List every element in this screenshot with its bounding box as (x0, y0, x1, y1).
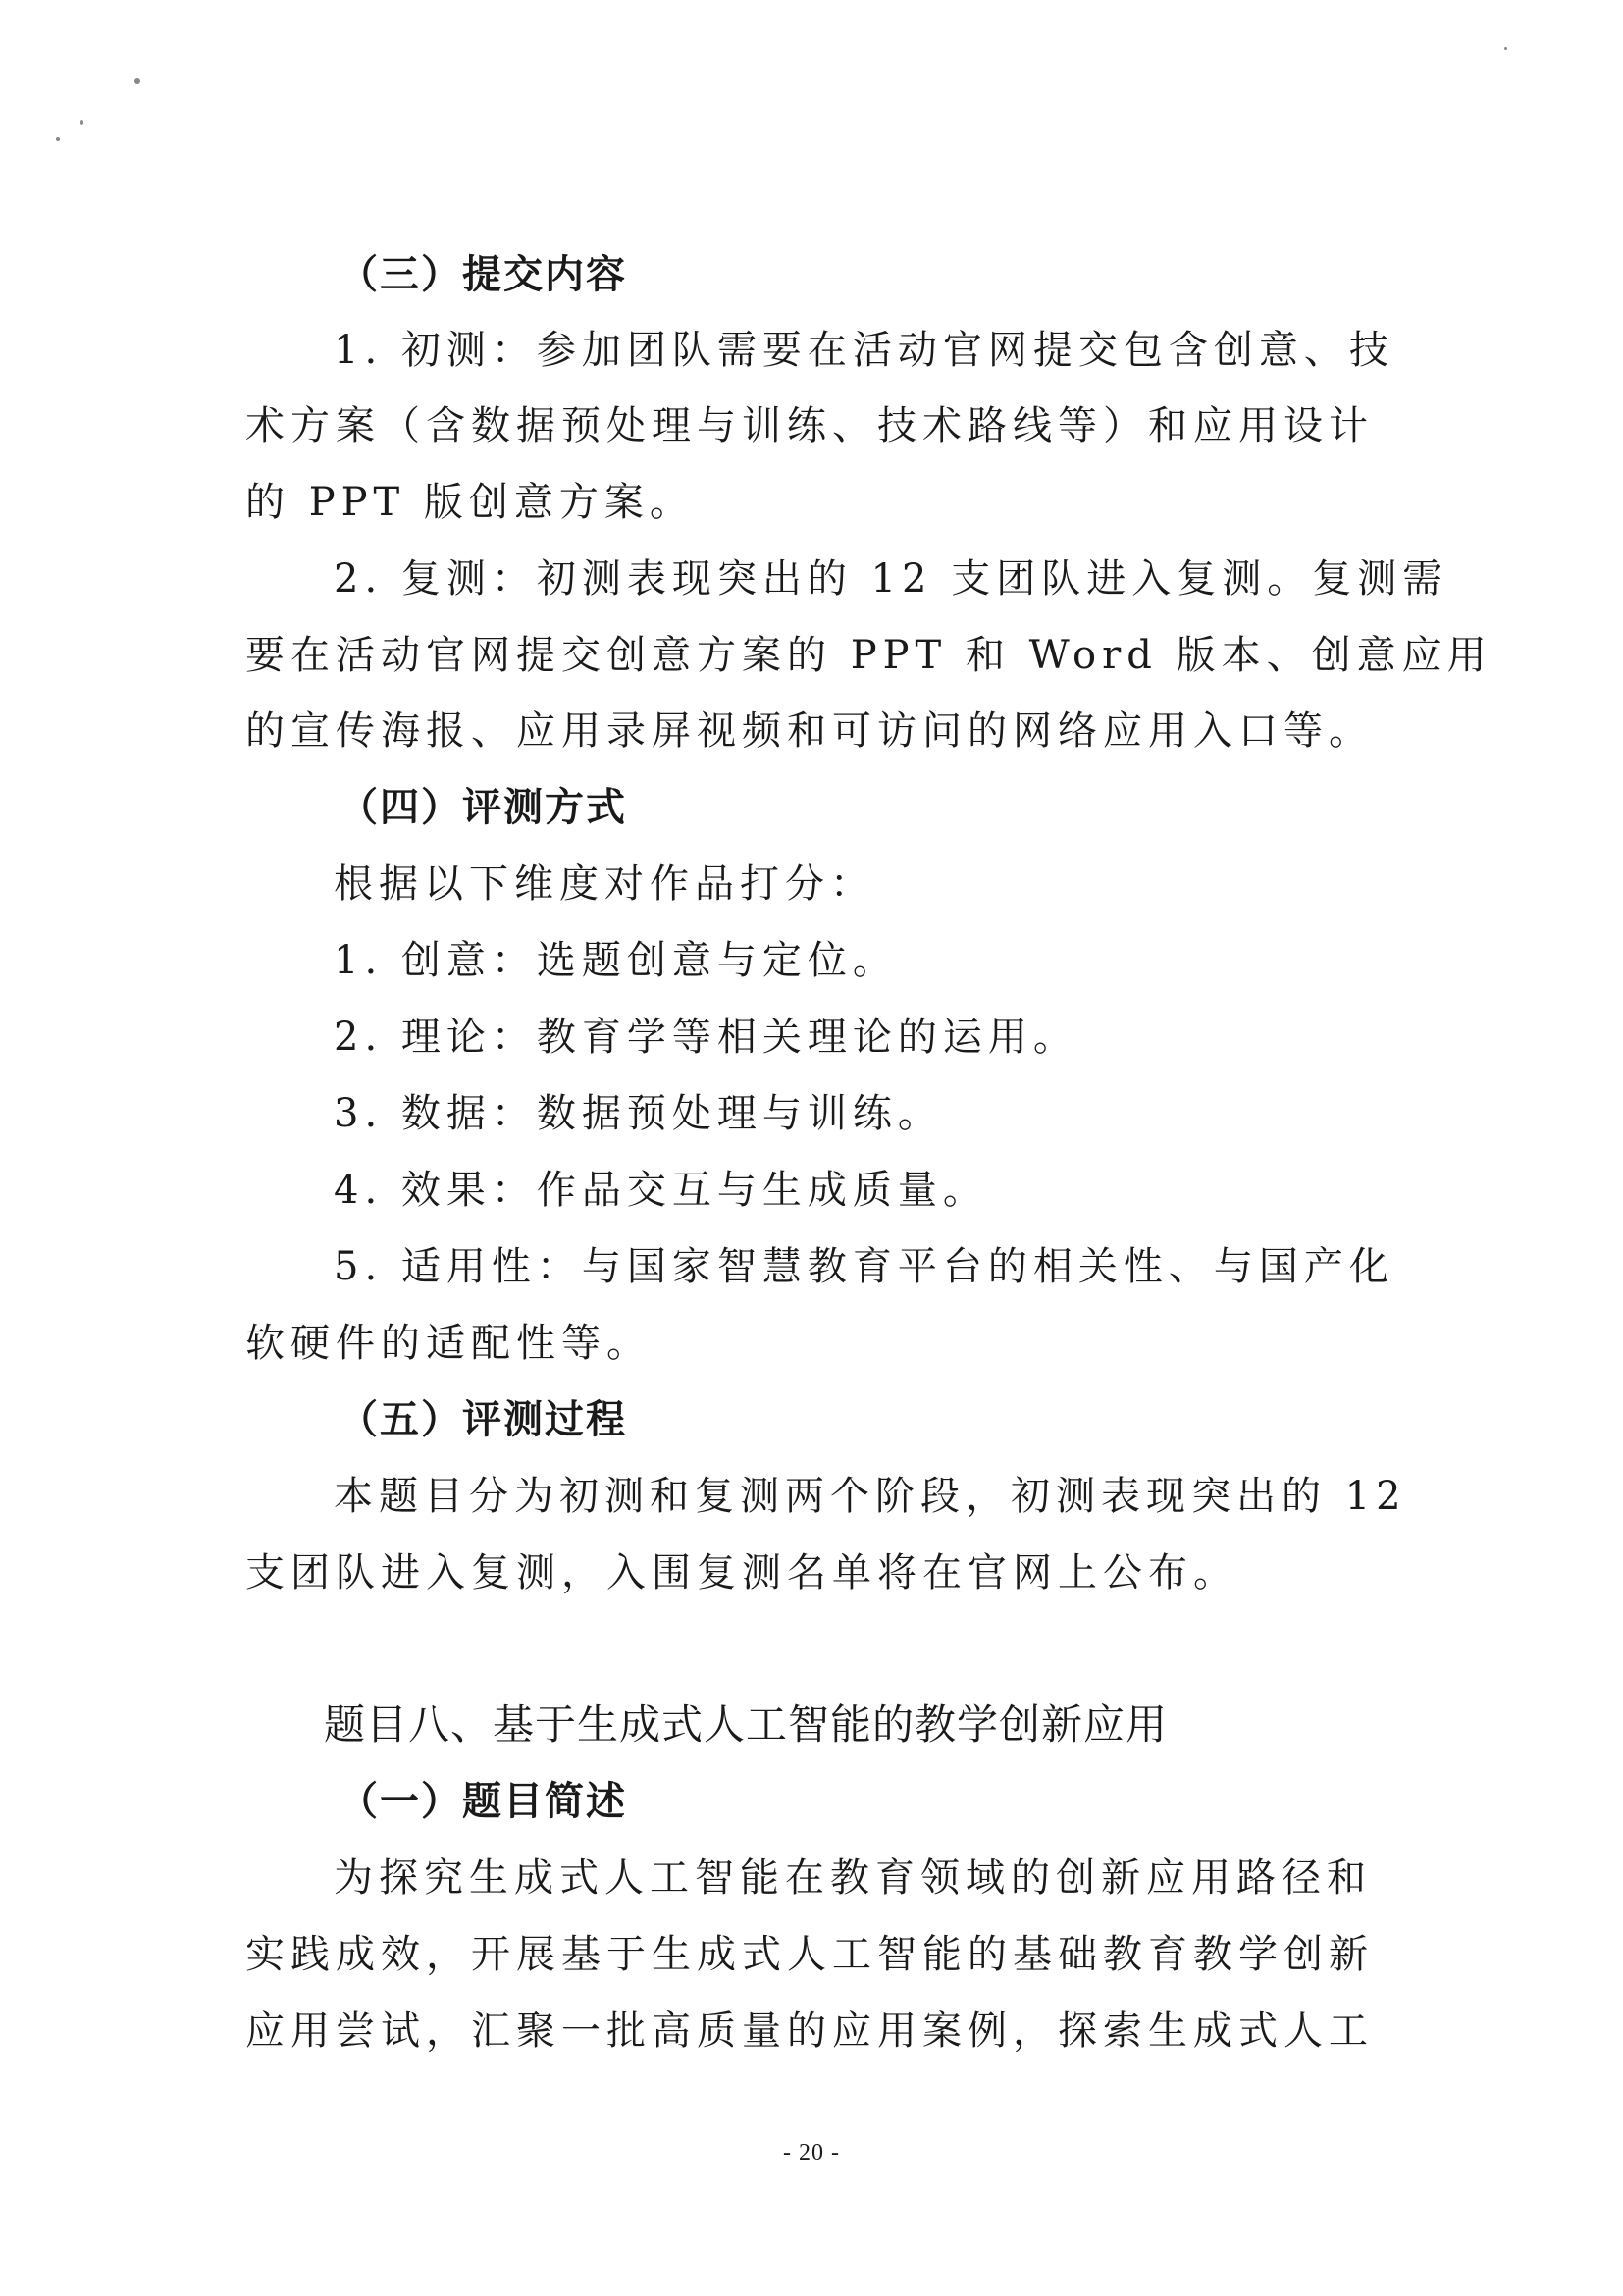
section3-paragraph2-line2: 要在活动官网提交创意方案的 PPT 和 Word 版本、创意应用 (245, 633, 1492, 678)
scan-speck (134, 78, 140, 84)
page-number: - 20 - (783, 2140, 840, 2166)
section4-item3: 3. 数据：数据预处理与训练。 (334, 1091, 943, 1136)
topic8-paragraph-line1: 为探究生成式人工智能在教育领域的创新应用路径和 (334, 1855, 1372, 1901)
section4-item5-line2: 软硬件的适配性等。 (245, 1321, 652, 1366)
topic8-paragraph-line3: 应用尝试，汇聚一批高质量的应用案例，探索生成式人工 (245, 2009, 1374, 2054)
topic8-paragraph-line2: 实践成效，开展基于生成式人工智能的基础教育教学创新 (245, 1932, 1374, 1977)
section4-item5-line1: 5. 适用性：与国家智慧教育平台的相关性、与国产化 (334, 1244, 1394, 1289)
section5-paragraph-line1: 本题目分为初测和复测两个阶段，初测表现突出的 12 (334, 1474, 1407, 1519)
section3-paragraph1-line1: 1. 初测：参加团队需要在活动官网提交包含创意、技 (334, 328, 1394, 373)
section3-paragraph2-line3: 的宣传海报、应用录屏视频和可访问的网络应用入口等。 (245, 708, 1374, 754)
section4-intro: 根据以下维度对作品打分： (334, 861, 875, 907)
section4-item2: 2. 理论：教育学等相关理论的运用。 (334, 1015, 1078, 1060)
section5-heading: （五）评测过程 (339, 1397, 627, 1442)
scan-speck (80, 120, 83, 125)
section5-paragraph-line2: 支团队进入复测，入围复测名单将在官网上公布。 (245, 1550, 1238, 1595)
section4-item1: 1. 创意：选题创意与定位。 (334, 938, 898, 983)
topic8-title: 题目八、基于生成式人工智能的教学创新应用 (324, 1700, 1169, 1748)
section4-heading: （四）评测方式 (339, 785, 627, 830)
scan-speck (56, 137, 60, 141)
section3-paragraph2-line1: 2. 复测：初测表现突出的 12 支团队进入复测。复测需 (334, 556, 1448, 601)
section3-heading: （三）提交内容 (339, 252, 627, 297)
scan-speck (1504, 47, 1507, 50)
section4-item4: 4. 效果：作品交互与生成质量。 (334, 1168, 988, 1213)
topic8-section1-heading: （一）题目简述 (339, 1779, 627, 1824)
section3-paragraph1-line2: 术方案（含数据预处理与训练、技术路线等）和应用设计 (245, 403, 1374, 448)
section3-paragraph1-line3: 的 PPT 版创意方案。 (245, 480, 695, 525)
